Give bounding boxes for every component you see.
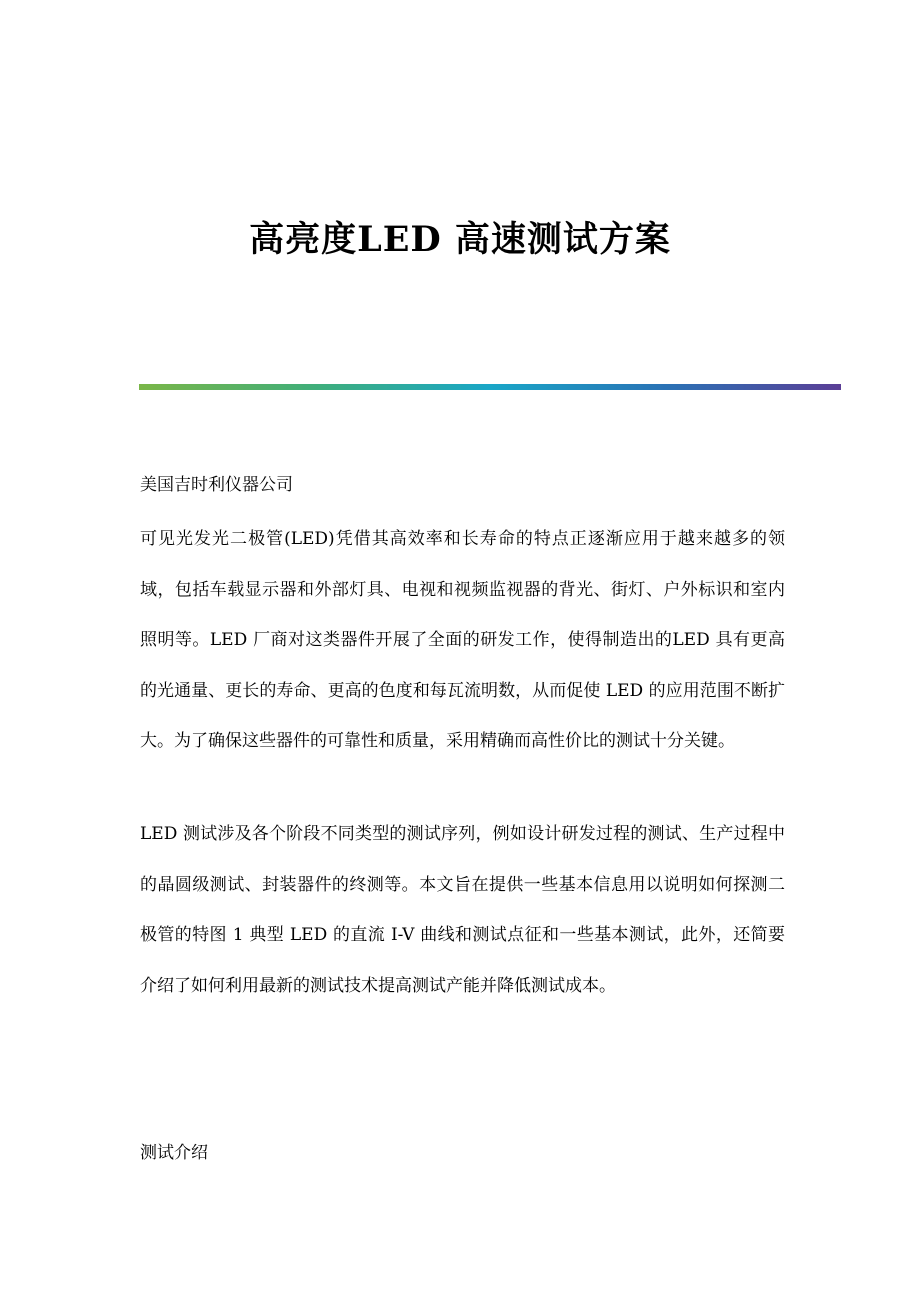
section-heading: 测试介绍 — [140, 1143, 208, 1163]
document-title: 高亮度LED 高速测试方案 — [249, 219, 671, 260]
gradient-divider — [139, 384, 841, 390]
body-paragraph-1: 可见光发光二极管(LED)凭借其高效率和长寿命的特点正逐渐应用于越来越多的领域，包括车载显示器和外部灯具、电视和视频监视器的背光、街灯、户外标识和室内照明等。LED 厂商对这类器件开展了全面的研发工作，使得制造出的LED 具有更高的光通量、更长的寿命、更高的色度和每瓦流明数，从而促使 LED 的应用范围不断扩大。为了确保这些器件的可靠性和质量，采用精确而高性价比的测试十分关键。 — [140, 529, 785, 751]
body-paragraph-2: LED 测试涉及各个阶段不同类型的测试序列，例如设计研发过程的测试、生产过程中的晶圆级测试、封装器件的终测等。本文旨在提供一些基本信息用以说明如何探测二极管的特图 1 典型 LED 的直流 I-V 曲线和测试点征和一些基本测试，此外，还简要介绍了如何利用最新的测试技术提高测试产能并降低测试成本。 — [140, 824, 785, 996]
author-line: 美国吉时利仪器公司 — [140, 475, 293, 495]
